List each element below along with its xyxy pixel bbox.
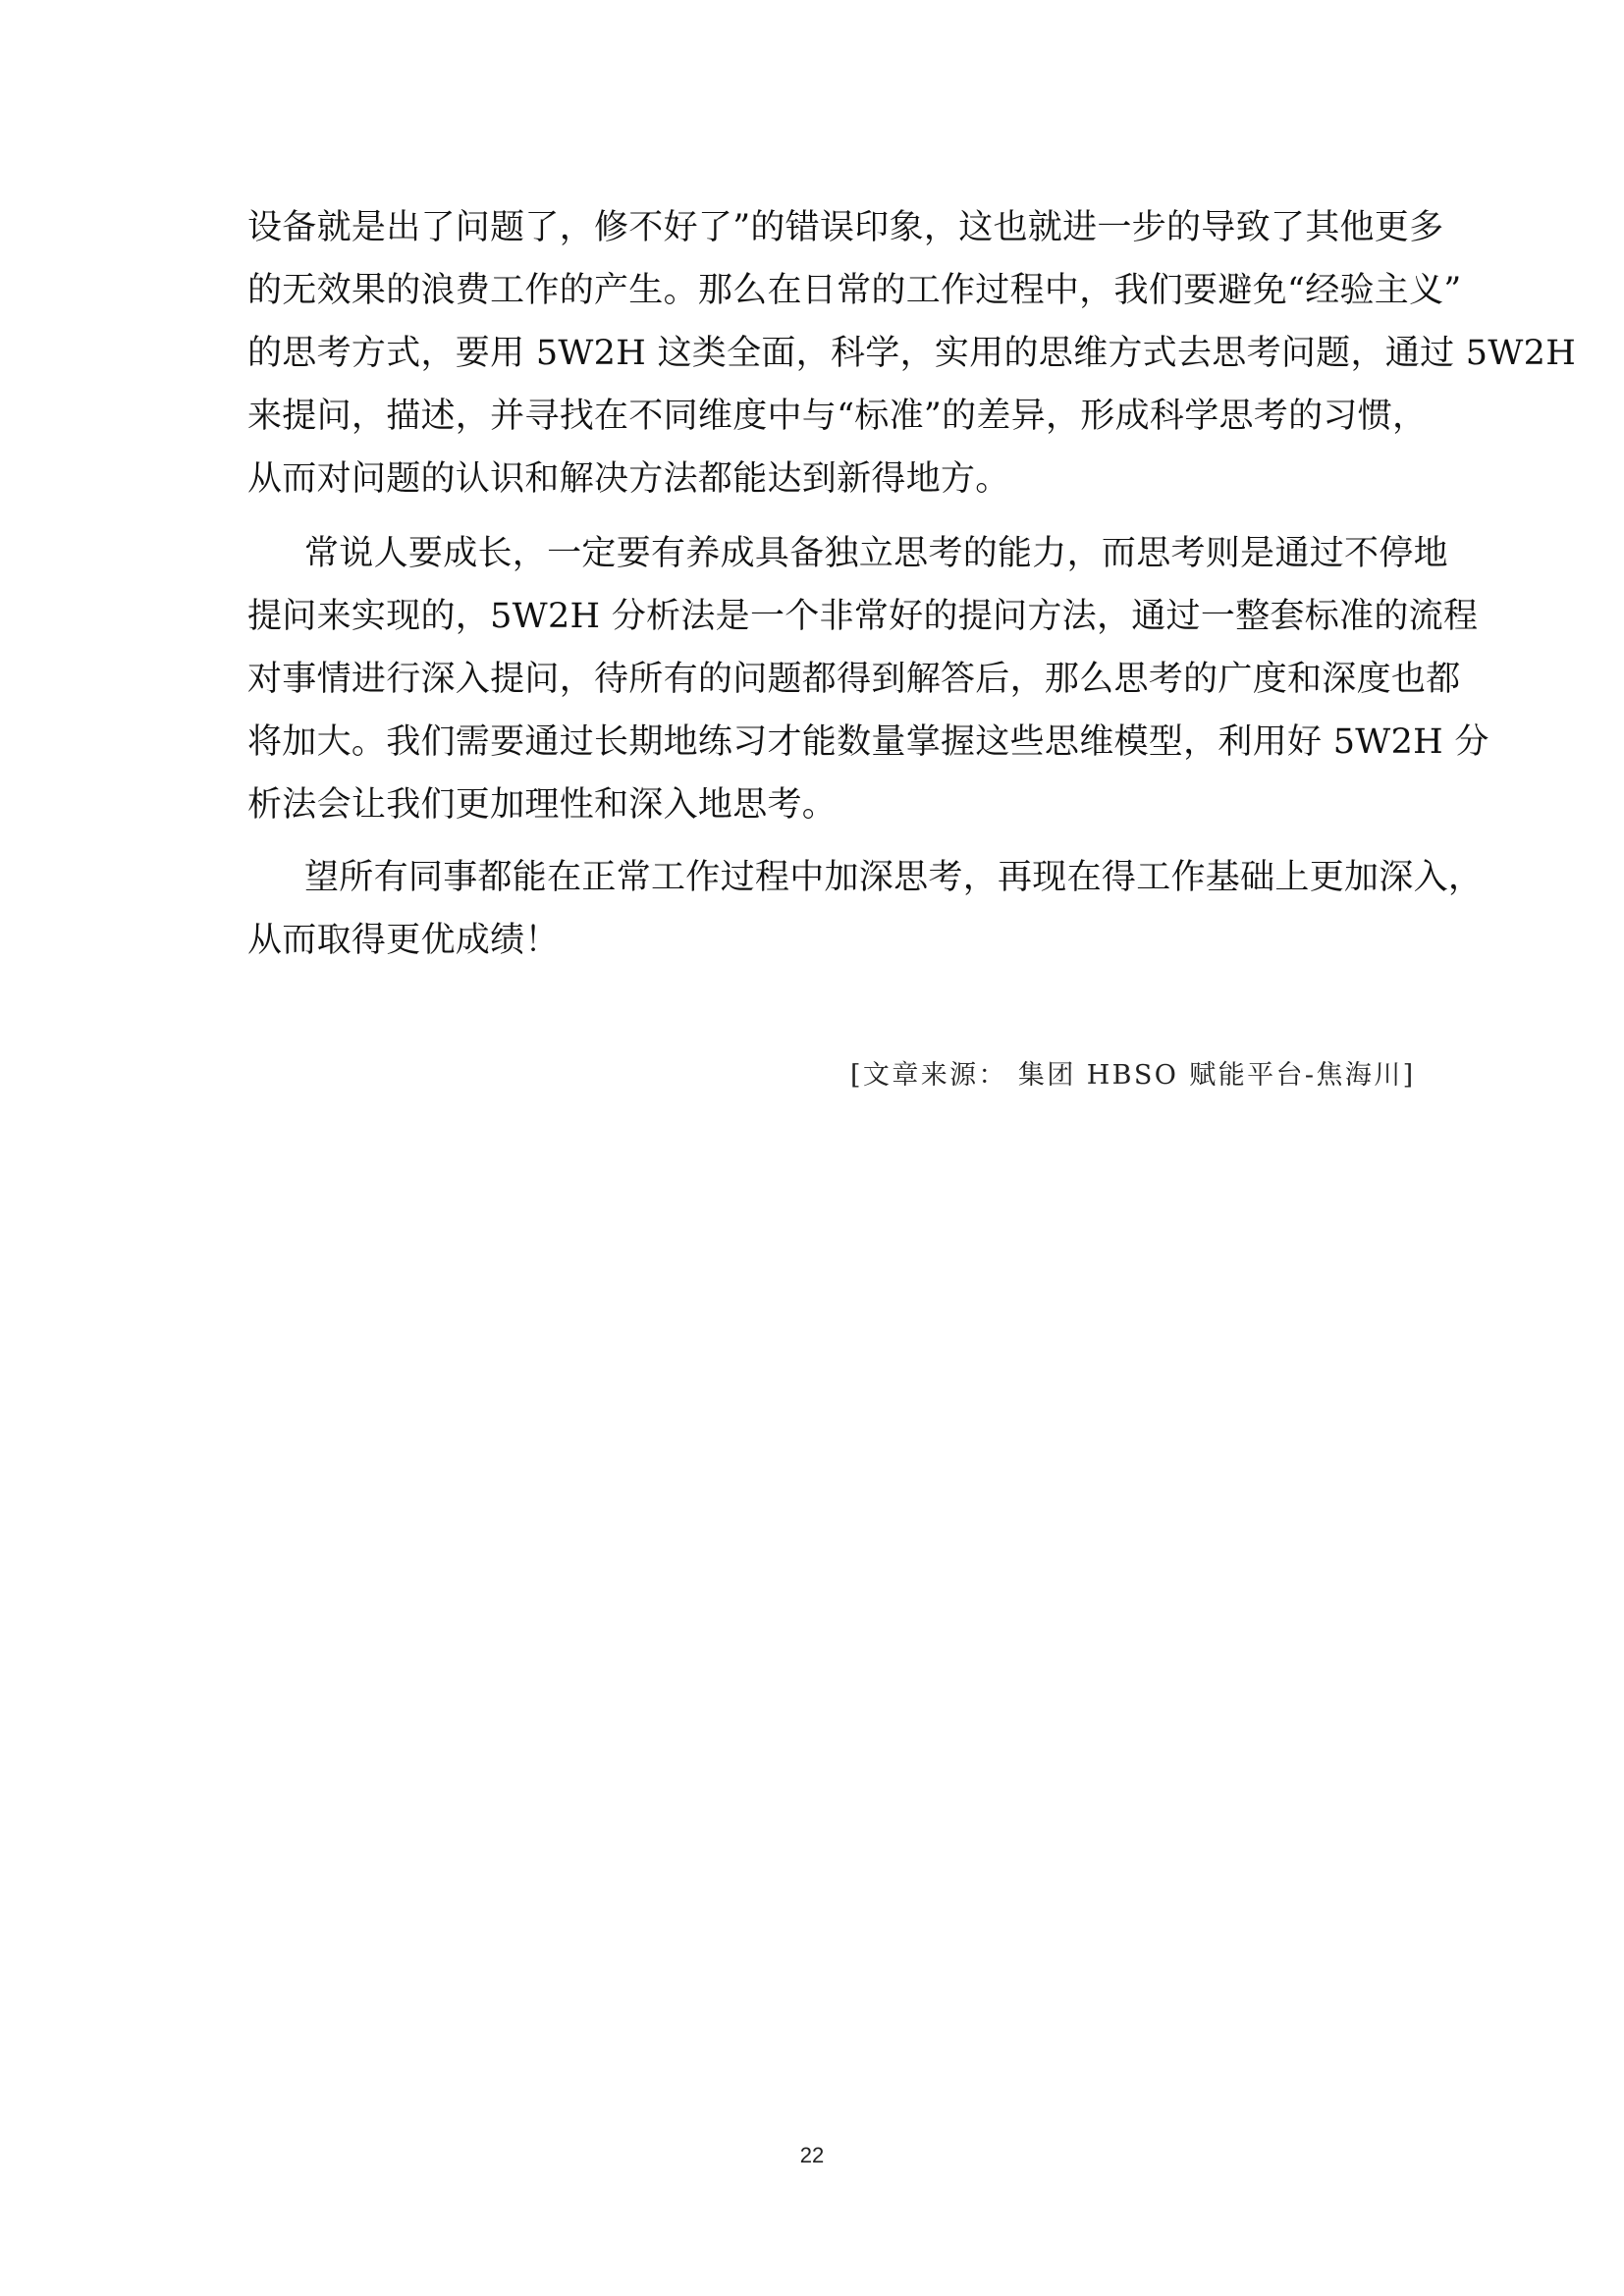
paragraph-1-line-3: 的思考方式，要用 5W2H 这类全面，科学，实用的思维方式去思考问题，通过 5W2H: [247, 334, 1577, 373]
paragraph-2-line-1: 常说人要成长，一定要有养成具备独立思考的能力，而思考则是通过不停地: [304, 534, 1448, 573]
article-source: [文章来源： 集团 HBSO 赋能平台-焦海川]: [850, 1060, 1416, 1091]
paragraph-2-line-5: 析法会让我们更加理性和深入地思考。: [247, 785, 838, 825]
paragraph-2-line-3: 对事情进行深入提问，待所有的问题都得到解答后，那么思考的广度和深度也都: [247, 660, 1461, 699]
paragraph-2-line-2: 提问来实现的，5W2H 分析法是一个非常好的提问方法，通过一整套标准的流程: [247, 597, 1479, 636]
page-number: 22: [799, 2143, 825, 2167]
paragraph-1-line-2: 的无效果的浪费工作的产生。那么在日常的工作过程中，我们要避免“经验主义”: [247, 271, 1462, 310]
paragraph-1-line-1: 设备就是出了问题了，修不好了”的错误印象，这也就进一步的导致了其他更多: [247, 208, 1444, 247]
paragraph-1-line-4: 来提问，描述，并寻找在不同维度中与“标准”的差异，形成科学思考的习惯，: [247, 397, 1428, 436]
paragraph-3-line-2: 从而取得更优成绩！: [247, 921, 560, 960]
paragraph-1-line-5: 从而对问题的认识和解决方法都能达到新得地方。: [247, 459, 1010, 499]
paragraph-2-line-4: 将加大。我们需要通过长期地练习才能数量掌握这些思维模型，利用好 5W2H 分: [247, 722, 1489, 762]
paragraph-3-line-1: 望所有同事都能在正常工作过程中加深思考，再现在得工作基础上更加深入，: [304, 858, 1484, 897]
